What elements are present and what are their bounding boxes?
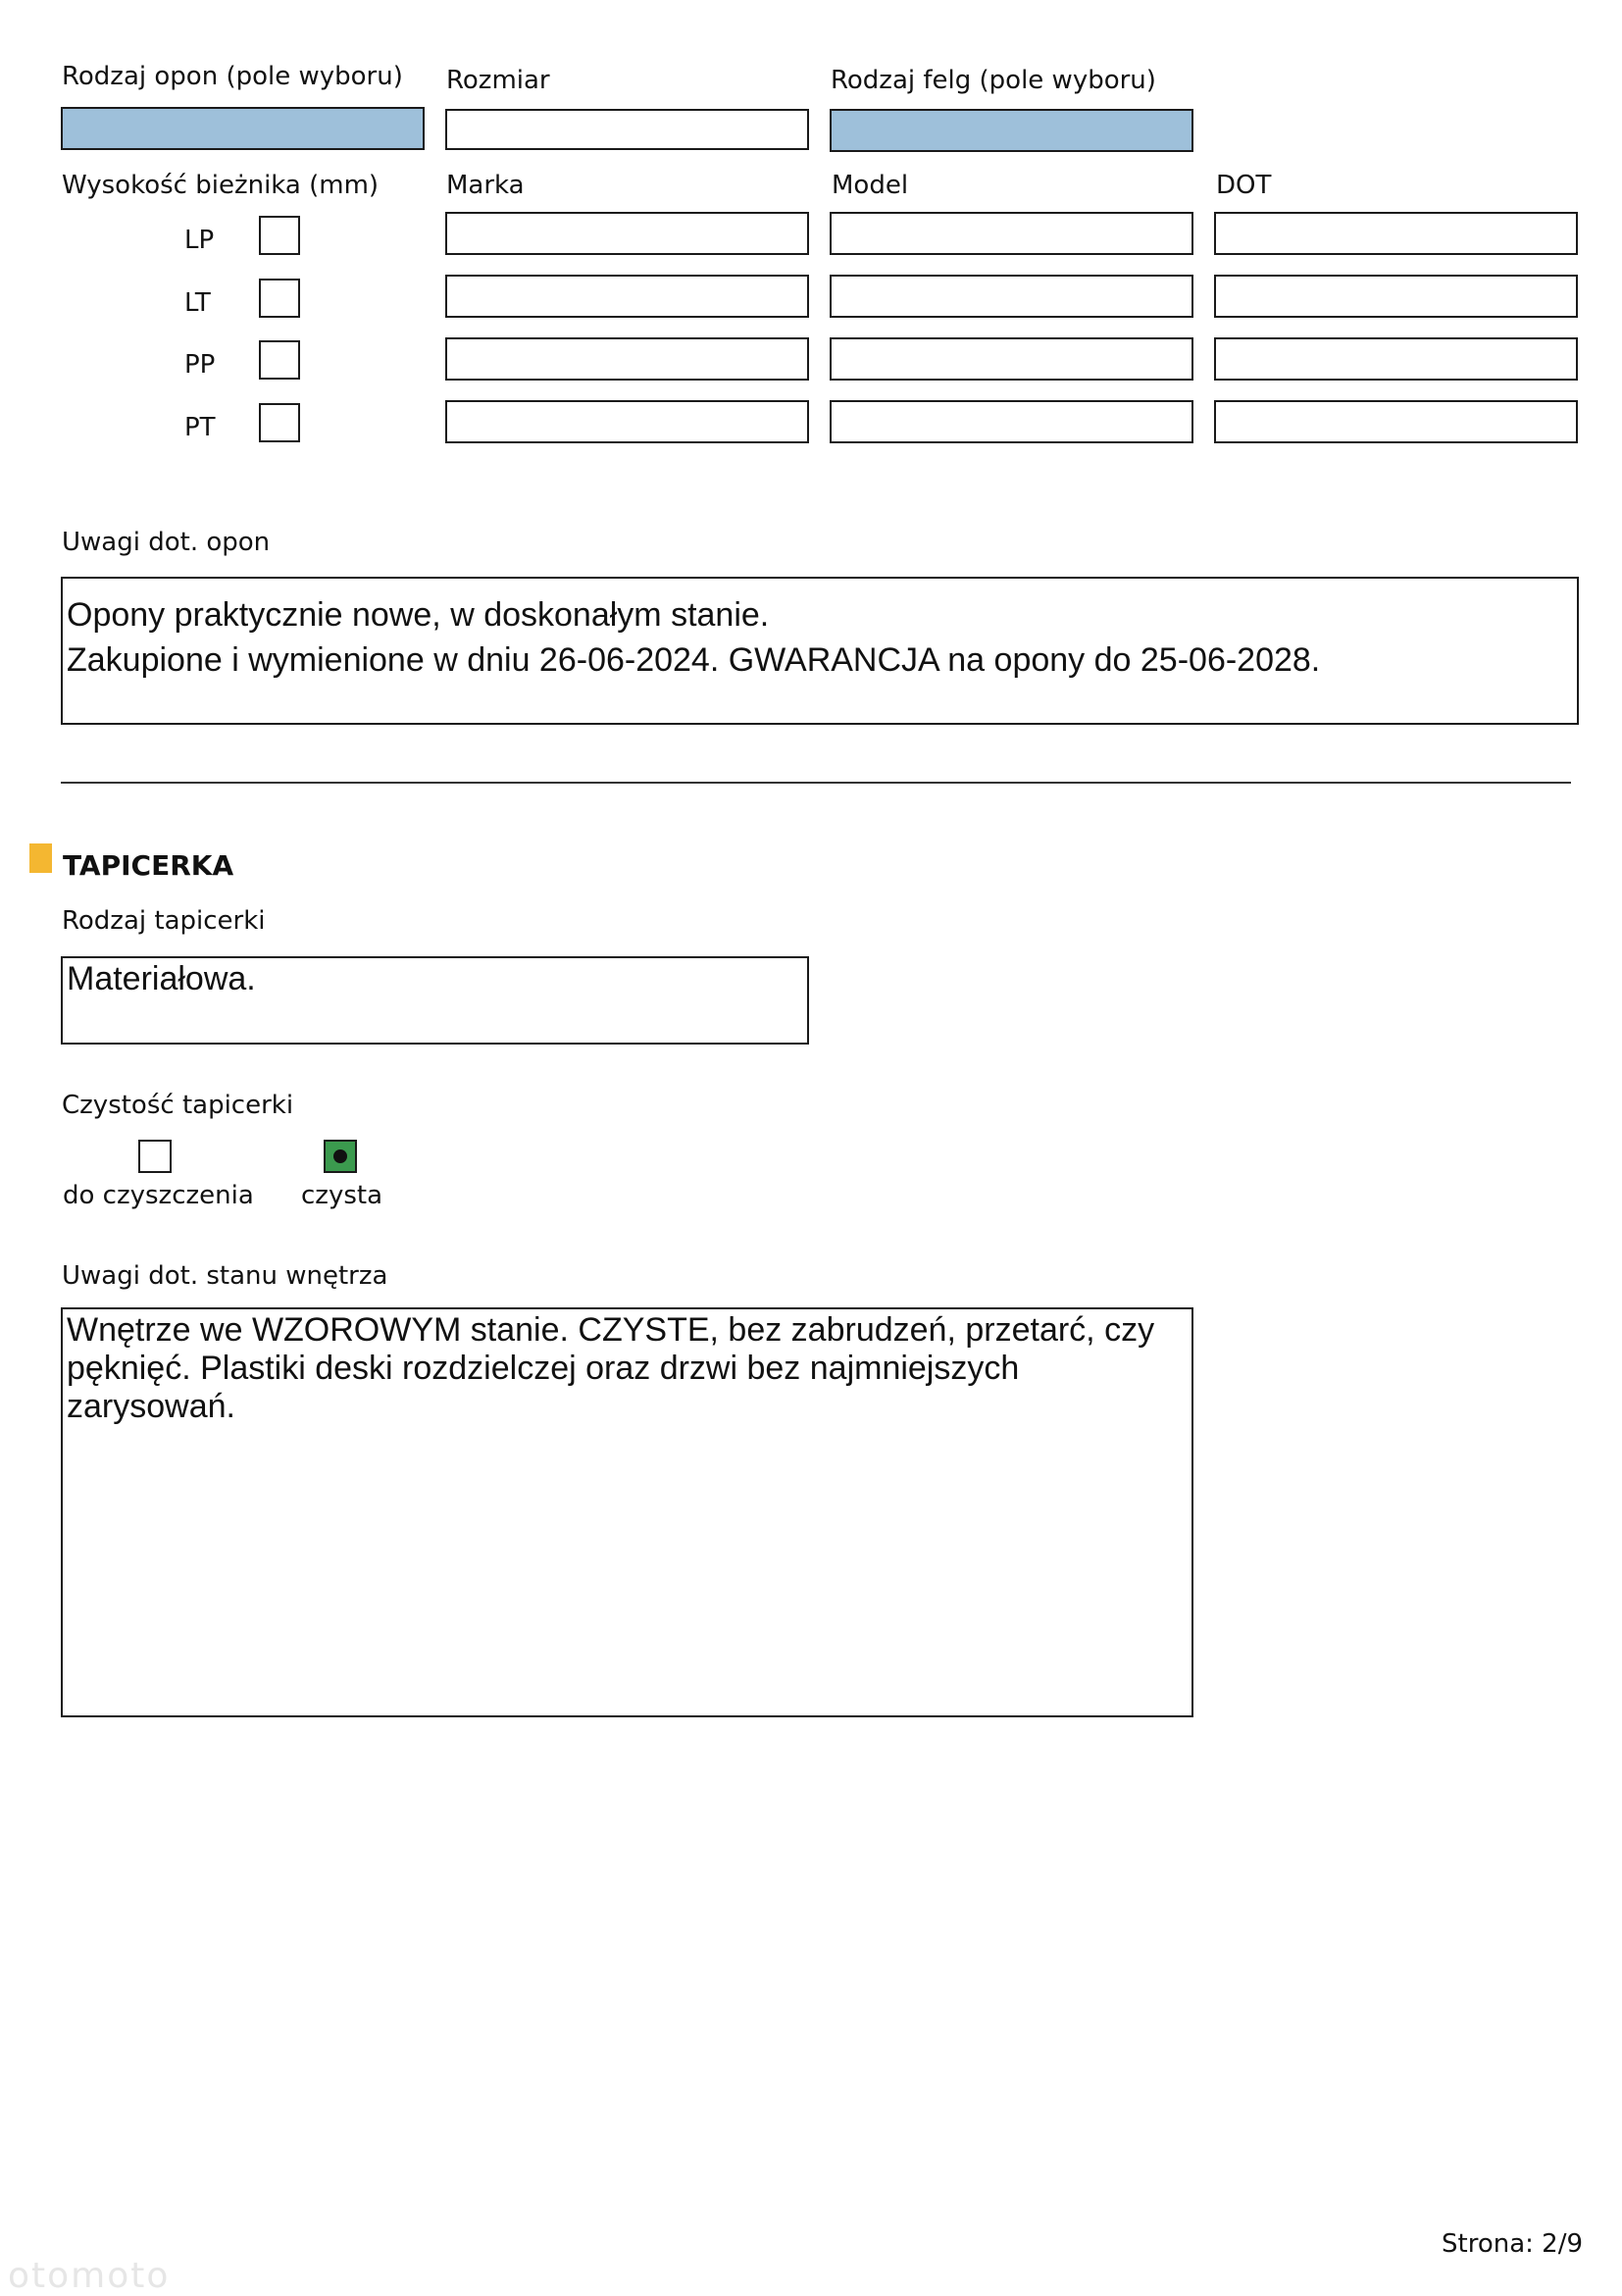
rim-type-label: Rodzaj felg (pole wyboru): [831, 66, 1156, 95]
tire-notes-field[interactable]: [61, 577, 1579, 725]
size-label: Rozmiar: [446, 66, 550, 95]
brand-label: Marka: [446, 171, 525, 200]
wheel-label: LP: [184, 226, 215, 255]
tread-checkbox[interactable]: [259, 216, 300, 255]
wheel-label: PT: [184, 413, 216, 442]
brand-field[interactable]: [445, 400, 809, 443]
tread-checkbox[interactable]: [259, 403, 300, 442]
option-clean-label: czysta: [301, 1181, 383, 1210]
tread-checkbox[interactable]: [259, 279, 300, 318]
option-dirty-radio[interactable]: [138, 1140, 172, 1173]
section-marker: [29, 843, 52, 873]
dot-field[interactable]: [1214, 275, 1578, 318]
tread-checkbox[interactable]: [259, 340, 300, 380]
option-dirty-label: do czyszczenia: [63, 1181, 254, 1210]
wheel-label: PP: [184, 350, 216, 380]
model-label: Model: [832, 171, 909, 200]
model-field[interactable]: [830, 275, 1193, 318]
dot-field[interactable]: [1214, 212, 1578, 255]
tire-type-select[interactable]: [61, 107, 425, 150]
dot-field[interactable]: [1214, 400, 1578, 443]
tire-type-label: Rodzaj opon (pole wyboru): [62, 62, 403, 91]
rim-type-select[interactable]: [830, 109, 1193, 152]
brand-field[interactable]: [445, 212, 809, 255]
interior-notes-label: Uwagi dot. stanu wnętrza: [62, 1261, 388, 1291]
upholstery-type-text: Materiałowa.: [67, 960, 256, 997]
size-field[interactable]: [445, 109, 809, 150]
brand-field[interactable]: [445, 275, 809, 318]
section-title: TAPICERKA: [63, 849, 234, 882]
model-field[interactable]: [830, 337, 1193, 381]
upholstery-type-field[interactable]: [61, 956, 809, 1045]
tire-notes-label: Uwagi dot. opon: [62, 528, 271, 557]
page-number: Strona: 2/9: [1442, 2229, 1584, 2259]
model-field[interactable]: [830, 212, 1193, 255]
model-field[interactable]: [830, 400, 1193, 443]
upholstery-type-label: Rodzaj tapicerki: [62, 906, 266, 936]
brand-field[interactable]: [445, 337, 809, 381]
watermark-logo: otomoto: [8, 2256, 171, 2296]
dot-label: DOT: [1216, 171, 1272, 200]
interior-notes-field[interactable]: [61, 1307, 1193, 1717]
tread-depth-label: Wysokość bieżnika (mm): [62, 171, 380, 200]
dot-field[interactable]: [1214, 337, 1578, 381]
wheel-label: LT: [184, 288, 211, 318]
cleanliness-label: Czystość tapicerki: [62, 1091, 294, 1120]
interior-notes-text: Wnętrze we WZOROWYM stanie. CZYSTE, bez zabrudzeń, przetarć, czy pęknięć. Plastiki deski rozdzielczej oraz drzwi bez najmniejszych zarysowań.: [67, 1311, 1155, 1425]
tire-notes-text: Opony praktycznie nowe, w doskonałym stanie. Zakupione i wymienione w dniu 26-06-2024. GWARANCJA na opony do 25-06-2028.: [67, 596, 1321, 679]
option-clean-radio[interactable]: [324, 1140, 357, 1173]
section-divider: [61, 782, 1571, 784]
